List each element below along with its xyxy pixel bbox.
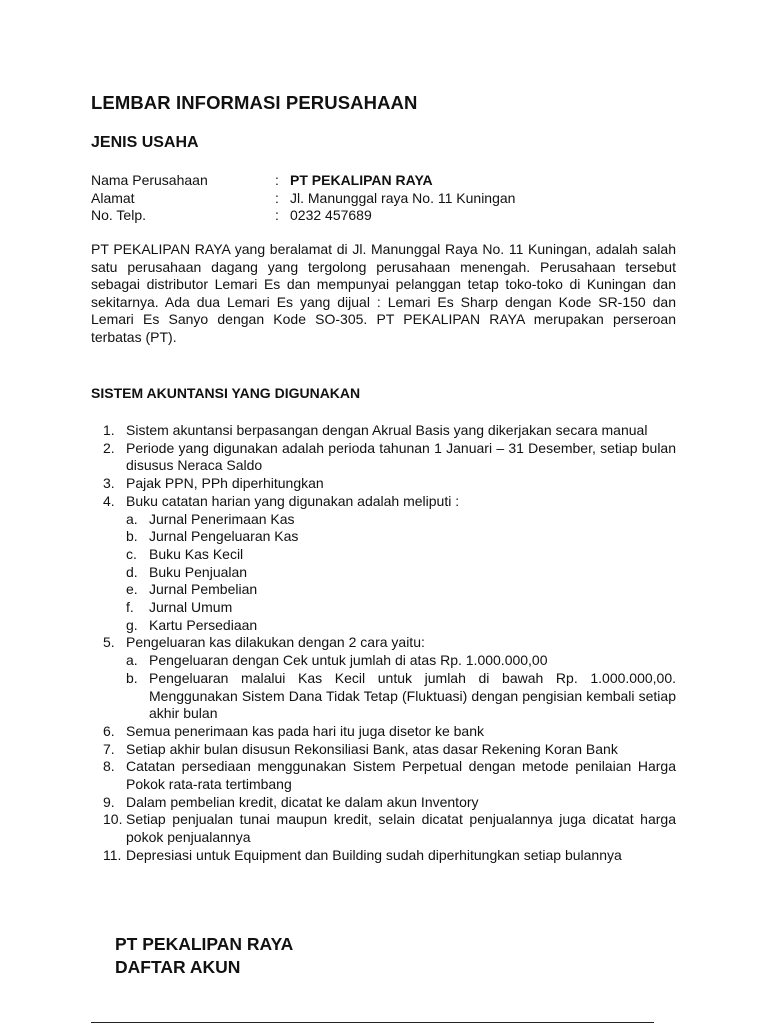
info-row-name xyxy=(91,172,515,190)
sub-list-item xyxy=(91,564,676,582)
sub-list-item xyxy=(91,599,676,617)
list-number: 7. xyxy=(103,740,115,757)
list-item xyxy=(91,475,676,493)
sub-list-text: Jurnal Umum xyxy=(149,599,233,616)
list-text: Setiap akhir bulan disusun Rekonsiliasi Bank, atas dasar Rekening Koran Bank xyxy=(126,740,618,757)
page-title: LEMBAR INFORMASI PERUSAHAAN xyxy=(91,92,418,113)
info-value: PT PEKALIPAN RAYA xyxy=(290,172,433,188)
sub-list-text: Buku Kas Kecil xyxy=(149,545,244,562)
info-colon: : xyxy=(275,189,279,206)
sub-list-letter: b. xyxy=(126,528,138,545)
list-number: 3. xyxy=(103,475,115,492)
list-text: Dalam pembelian kredit, dicatat ke dalam akun Inventory xyxy=(126,793,479,810)
list-item xyxy=(91,440,676,475)
sub-list-letter: f. xyxy=(126,599,134,616)
section-heading-sistem-akuntansi: SISTEM AKUNTANSI YANG DIGUNAKAN xyxy=(91,385,361,401)
footer-section-title: DAFTAR AKUN xyxy=(115,957,241,977)
sub-list-item xyxy=(91,652,676,670)
info-row-address xyxy=(91,190,515,208)
sub-list-item xyxy=(91,581,676,599)
sub-list-text: Jurnal Pembelian xyxy=(149,581,258,598)
list-item xyxy=(91,422,676,440)
info-label: Nama Perusahaan xyxy=(91,172,208,188)
sub-list-item xyxy=(91,528,676,546)
sub-list-letter: a. xyxy=(126,652,138,669)
list-number: 5. xyxy=(103,634,115,651)
list-text: Periode yang digunakan adalah perioda tahunan 1 Januari – 31 Desember, setiap bulan disusus Neraca Saldo xyxy=(126,439,676,474)
list-text: Pengeluaran kas dilakukan dengan 2 cara yaitu: xyxy=(126,634,425,651)
list-text: Catatan persediaan menggunakan Sistem Perpetual dengan metode penilaian Harga Pokok rata-rata tertimbang xyxy=(126,758,676,793)
list-text: Sistem akuntansi berpasangan dengan Akrual Basis yang dikerjakan secara manual xyxy=(126,422,648,438)
sub-list-text: Jurnal Penerimaan Kas xyxy=(149,510,295,527)
list-number: 1. xyxy=(103,422,115,438)
list-item xyxy=(91,741,676,759)
list-number: 9. xyxy=(103,793,115,810)
list-text: Buku catatan harian yang digunakan adalah meliputi : xyxy=(126,492,460,509)
list-item xyxy=(91,493,676,511)
section-heading-jenis-usaha: JENIS USAHA xyxy=(91,134,199,151)
list-item xyxy=(91,811,676,846)
footer-company-name: PT PEKALIPAN RAYA xyxy=(115,934,294,954)
list-item xyxy=(91,794,676,812)
company-description: PT PEKALIPAN RAYA yang beralamat di Jl. Manunggal Raya No. 11 Kuningan, adalah salah satu perusahaan dagang yang tergolong perusahaan menengah. Perusahaan tersebut sebagai distributor Lemari Es dan mempunyai pelanggan tetap toko-toko di Kuningan dan sekitarnya. Ada dua Lemari Es yang dijual : Lemari Es Sharp dengan Kode SR-150 dan Lemari Es Sanyo dengan Kode SO-305. PT PEKALIPAN RAYA merupakan perseroan terbatas (PT). xyxy=(91,241,676,345)
list-text: Setiap penjualan tunai maupun kredit, selain dicatat penjualannya juga dicatat harga pokok penjualannya xyxy=(126,811,676,846)
info-value: Jl. Manunggal raya No. 11 Kuningan xyxy=(290,189,516,206)
footer-heading xyxy=(115,933,293,979)
sub-list-letter: c. xyxy=(126,545,137,562)
sub-list-item xyxy=(91,670,676,723)
info-colon: : xyxy=(275,172,279,188)
list-number: 11. xyxy=(103,846,122,863)
list-text: Depresiasi untuk Equipment dan Building sudah diperhitungkan setiap bulannya xyxy=(126,846,622,863)
list-number: 8. xyxy=(103,758,115,775)
sub-list-text: Buku Penjualan xyxy=(149,563,248,580)
list-item xyxy=(91,723,676,741)
list-number: 6. xyxy=(103,722,115,739)
list-text: Pajak PPN, PPh diperhitungkan xyxy=(126,475,324,492)
list-text: Semua penerimaan kas pada hari itu juga disetor ke bank xyxy=(126,722,484,739)
sub-list-text: Kartu Persediaan xyxy=(149,616,258,633)
sub-list-letter: g. xyxy=(126,616,138,633)
sub-list-letter: e. xyxy=(126,581,138,598)
list-number: 4. xyxy=(103,492,115,509)
sub-list-text: Jurnal Pengeluaran Kas xyxy=(149,528,299,545)
sub-list-letter: d. xyxy=(126,563,138,580)
list-number: 2. xyxy=(103,439,115,456)
info-label: Alamat xyxy=(91,189,135,206)
sub-list-letter: a. xyxy=(126,510,138,527)
info-colon: : xyxy=(275,207,279,223)
sub-list-item xyxy=(91,511,676,529)
company-info xyxy=(91,172,515,225)
list-number: 10. xyxy=(103,811,123,828)
list-item xyxy=(91,634,676,652)
info-label: No. Telp. xyxy=(91,207,146,223)
list-item xyxy=(91,758,676,793)
sub-list-item xyxy=(91,617,676,635)
sub-list-item xyxy=(91,546,676,564)
sub-list-text: Pengeluaran malalui Kas Kecil untuk jumlah di bawah Rp. 1.000.000,00. Menggunakan Sistem Dana Tidak Tetap (Fluktuasi) dengan pengisian kembali setiap akhir bulan xyxy=(149,669,676,722)
sub-list-letter: b. xyxy=(126,669,138,686)
info-value: 0232 457689 xyxy=(290,207,372,223)
sub-list-text: Pengeluaran dengan Cek untuk jumlah di atas Rp. 1.000.000,00 xyxy=(149,652,548,669)
info-row-phone xyxy=(91,207,515,225)
accounting-system-list xyxy=(91,422,676,865)
divider xyxy=(91,1022,654,1023)
list-item xyxy=(91,847,676,865)
